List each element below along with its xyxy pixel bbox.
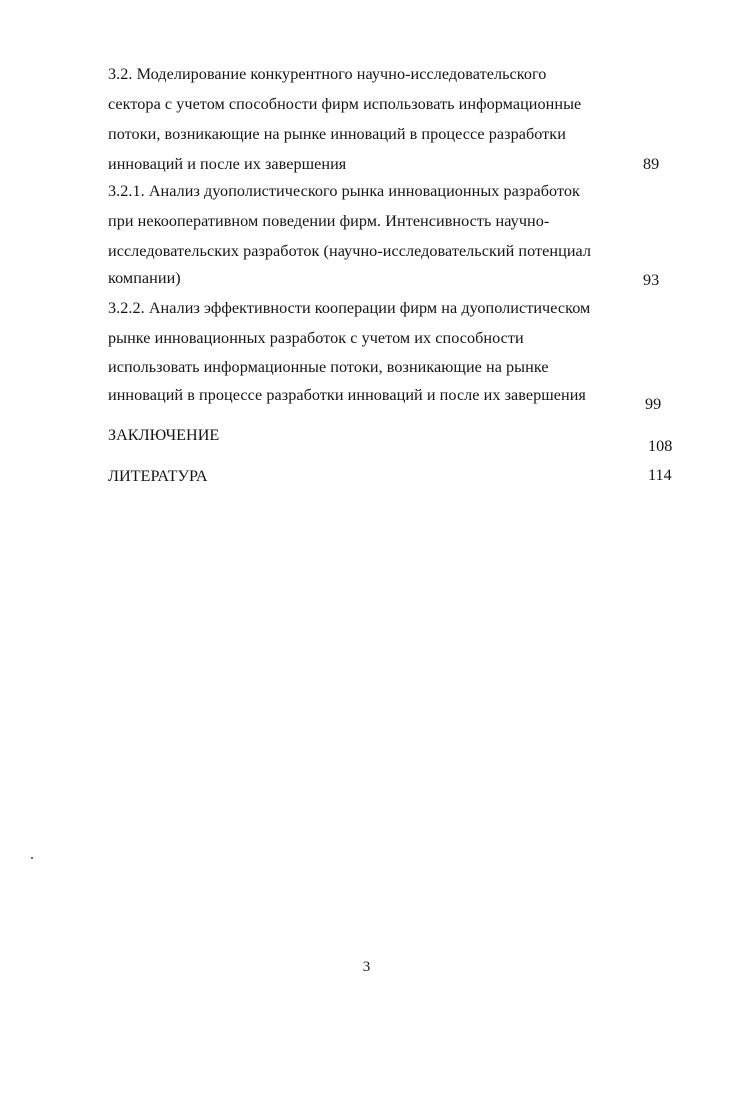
toc-entry-line: сектора с учетом способности фирм использовать информационные [108,95,582,113]
page-footer-number: 3 [362,959,371,975]
toc-entry-line: использовать информационные потоки, возникающие на рынке [108,358,549,376]
toc-page-number: 89 [643,155,660,173]
toc-entry-line: рынке инновационных разработок с учетом их способности [108,329,524,347]
toc-page-number: 114 [648,466,672,484]
toc-entry-line: 3.2.1. Анализ дуополистического рынка инновационных разработок [108,182,580,200]
toc-entry-line: 3.2. Моделирование конкурентного научно-исследовательского [108,65,547,83]
toc-heading: ЗАКЛЮЧЕНИЕ [108,426,220,444]
scan-speck [31,857,33,859]
toc-entry-line: инноваций и после их завершения [108,155,347,173]
toc-entry-line: 3.2.2. Анализ эффективности кооперации фирм на дуополистическом [108,299,591,317]
toc-entry-line: потоки, возникающие на рынке инноваций в процессе разработки [108,125,566,143]
toc-heading: ЛИТЕРАТУРА [108,467,208,485]
toc-page-number: 93 [643,271,660,289]
toc-entry-line: исследовательских разработок (научно-исследовательский потенциал [108,242,592,260]
toc-page-number: 99 [645,395,662,413]
toc-entry-line: инноваций в процессе разработки инноваций и после их завершения [108,386,586,404]
toc-entry-line: компании) [108,269,181,287]
toc-entry-line: при некооперативном поведении фирм. Интенсивность научно- [108,212,550,230]
toc-page-number: 108 [648,437,673,455]
